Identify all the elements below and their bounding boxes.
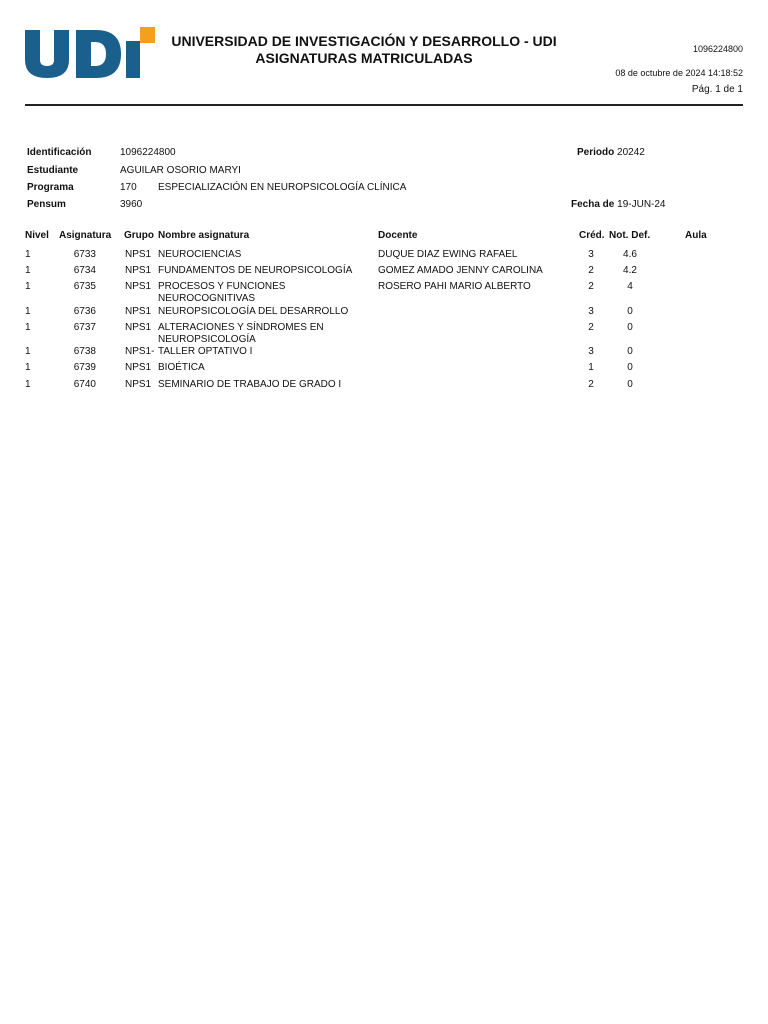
cell-cred: 2 — [588, 322, 594, 333]
cell-docente: DUQUE DIAZ EWING RAFAEL — [378, 249, 518, 260]
col-header-aula: Aula — [685, 230, 707, 241]
cell-nombre: NEUROCIENCIAS — [158, 249, 242, 260]
col-header-nota: Not. Def. — [609, 230, 651, 241]
cell-grupo: NPS1 — [125, 362, 152, 373]
udi-logo — [25, 27, 155, 79]
cell-nombre: TALLER OPTATIVO I — [158, 346, 253, 357]
report-title: ASIGNATURAS MATRICULADAS — [255, 50, 473, 66]
col-header-asignatura: Asignatura — [59, 230, 112, 241]
program-code: 170 — [120, 182, 137, 193]
date-value: 19-JUN-24 — [617, 199, 666, 210]
cell-nota: 4 — [627, 281, 633, 292]
cell-nota: 0 — [627, 306, 633, 317]
student-label: Estudiante — [27, 165, 79, 176]
cell-cred: 3 — [588, 346, 594, 357]
cell-docente: ROSERO PAHI MARIO ALBERTO — [378, 281, 531, 292]
student-name: AGUILAR OSORIO MARYI — [120, 165, 241, 176]
cell-nivel: 1 — [25, 249, 31, 260]
col-header-docente: Docente — [378, 230, 418, 241]
logo-letter-i — [126, 41, 140, 78]
col-header-nombre: Nombre asignatura — [158, 230, 250, 241]
cell-grupo: NPS1 — [125, 265, 152, 276]
cell-asig: 6738 — [73, 346, 96, 357]
pensum-value: 3960 — [120, 199, 143, 210]
print-timestamp: 08 de octubre de 2024 14:18:52 — [615, 68, 743, 78]
period-label: Periodo — [577, 147, 615, 158]
logo-letter-u — [25, 30, 69, 78]
date-label: Fecha de — [571, 199, 615, 210]
cell-grupo: NPS1 — [125, 249, 152, 260]
cell-cred: 1 — [588, 362, 594, 373]
cell-nota: 0 — [627, 346, 633, 357]
page-indicator: Pág. 1 de 1 — [691, 84, 743, 95]
period-value: 20242 — [617, 147, 645, 158]
report-header-title — [150, 33, 578, 67]
cell-nivel: 1 — [25, 265, 31, 276]
pensum-label: Pensum — [27, 199, 66, 210]
cell-nivel: 1 — [25, 281, 31, 292]
cell-asig: 6734 — [73, 265, 96, 276]
cell-grupo: NPS1 — [125, 379, 152, 390]
institution-name: UNIVERSIDAD DE INVESTIGACIÓN Y DESARROLLO - UDI — [171, 33, 557, 49]
cell-nota: 4.6 — [623, 249, 637, 260]
id-label: Identificación — [27, 147, 92, 158]
header-divider — [25, 104, 743, 106]
document-id: 1096224800 — [692, 44, 743, 54]
cell-asig: 6735 — [73, 281, 96, 292]
cell-nivel: 1 — [25, 362, 31, 373]
col-header-creditos: Créd. — [579, 230, 605, 241]
cell-grupo: NPS1- — [125, 346, 155, 357]
cell-asig: 6733 — [73, 249, 96, 260]
cell-nombre: FUNDAMENTOS DE NEUROPSICOLOGÍA — [158, 265, 353, 276]
col-header-nivel: Nivel — [25, 230, 49, 241]
cell-cred: 3 — [588, 306, 594, 317]
logo-letter-d — [76, 30, 121, 78]
cell-nombre: PROCESOS Y FUNCIONES NEUROCOGNITIVAS — [158, 281, 286, 304]
cell-nivel: 1 — [25, 306, 31, 317]
cell-nombre: BIOÉTICA — [158, 362, 205, 373]
cell-asig: 6736 — [73, 306, 96, 317]
cell-nombre: NEUROPSICOLOGÍA DEL DESARROLLO — [158, 306, 349, 317]
cell-nivel: 1 — [25, 346, 31, 357]
program-name: ESPECIALIZACIÓN EN NEUROPSICOLOGÍA CLÍNICA — [158, 182, 407, 193]
cell-cred: 2 — [588, 265, 594, 276]
period-field — [577, 147, 645, 158]
cell-nivel: 1 — [25, 322, 31, 333]
col-header-grupo: Grupo — [124, 230, 154, 241]
cell-nota: 0 — [627, 379, 633, 390]
cell-grupo: NPS1 — [125, 306, 152, 317]
program-label: Programa — [27, 182, 74, 193]
cell-nombre: ALTERACIONES Y SÍNDROMES EN NEUROPSICOLOGÍA — [158, 322, 324, 345]
cell-nombre: SEMINARIO DE TRABAJO DE GRADO I — [158, 379, 342, 390]
cell-asig: 6739 — [73, 362, 96, 373]
cell-cred: 2 — [588, 379, 594, 390]
date-field — [571, 199, 666, 210]
cell-nota: 0 — [627, 322, 633, 333]
cell-asig: 6740 — [73, 379, 96, 390]
cell-grupo: NPS1 — [125, 281, 152, 292]
id-value: 1096224800 — [120, 147, 176, 158]
cell-grupo: NPS1 — [125, 322, 152, 333]
cell-nivel: 1 — [25, 379, 31, 390]
cell-cred: 3 — [588, 249, 594, 260]
cell-nota: 0 — [627, 362, 633, 373]
cell-docente: GOMEZ AMADO JENNY CAROLINA — [378, 265, 543, 276]
cell-nota: 4.2 — [623, 265, 637, 276]
cell-asig: 6737 — [73, 322, 96, 333]
cell-cred: 2 — [588, 281, 594, 292]
